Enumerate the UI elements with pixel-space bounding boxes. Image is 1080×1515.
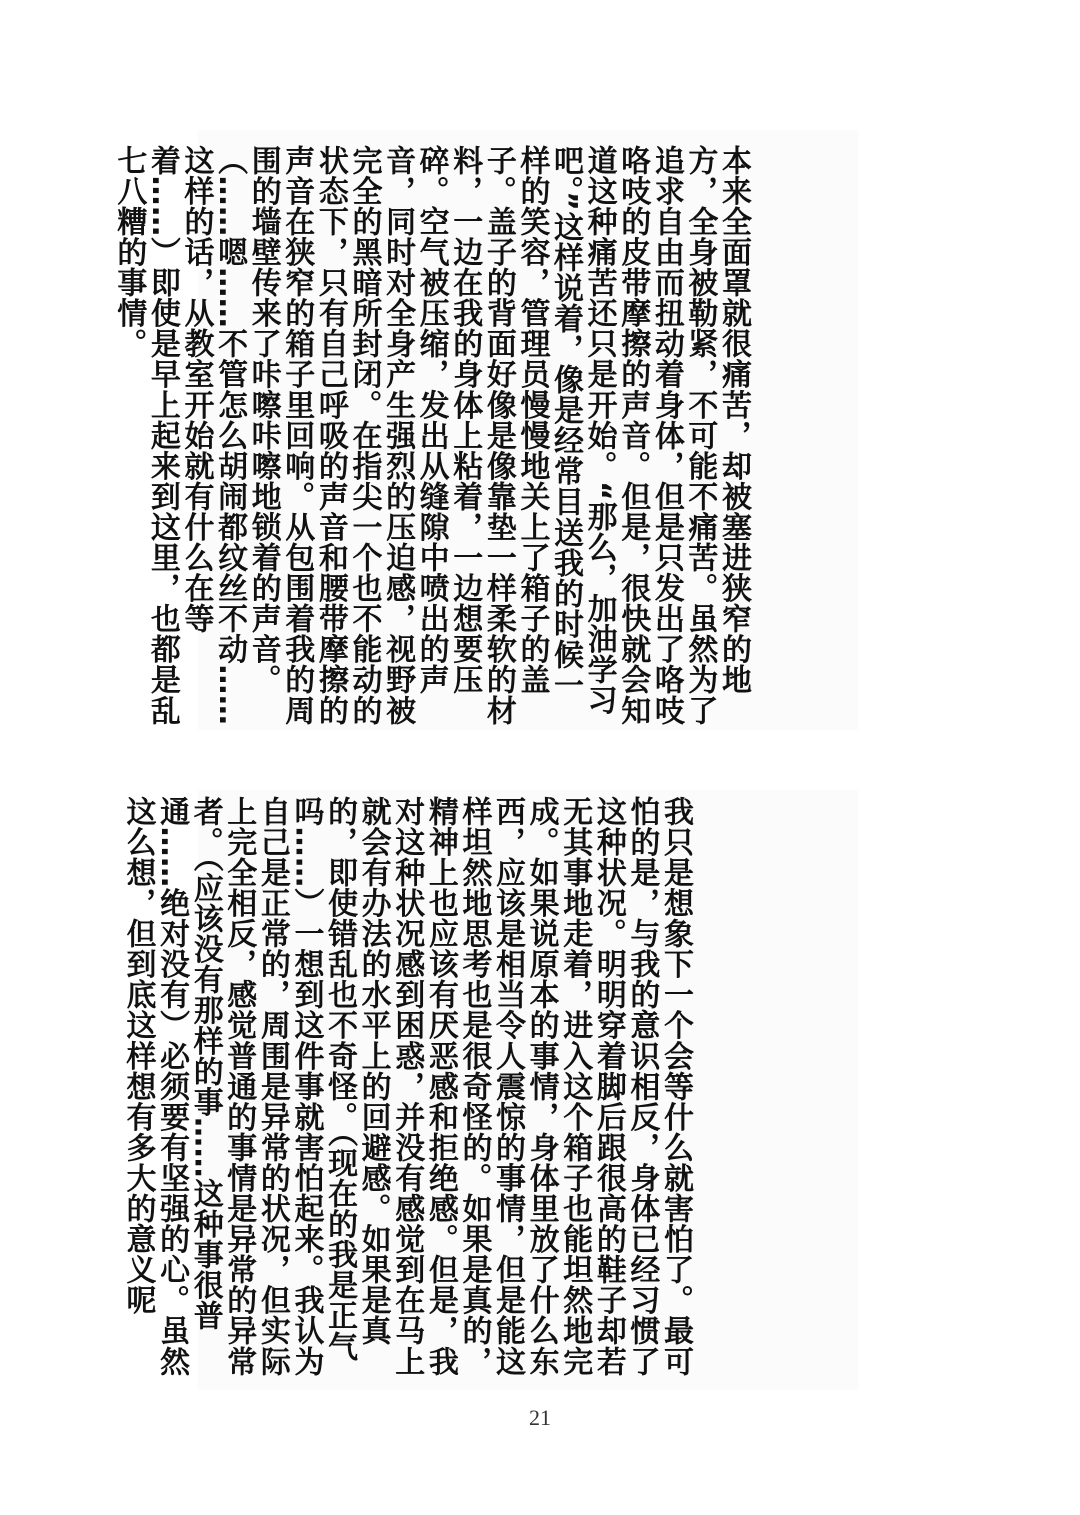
page-number: 21 xyxy=(529,1405,551,1430)
top-text-block: 本来全面罩就很痛苦，却被塞进狭窄的地方，全身被勒紧，不可能不痛苦。虽然为了追求自由而扭动着身体，但是只发出了咯吱咯吱的皮带摩擦的声音。但是，很快就会知道这种痛苦还只是开始。“那么，加油学习吧。”这样说着，像是经常目送我的时候一样的笑容，管理员慢慢地关上了箱子的盖子。盖子的背面好像是像靠垫一样柔软的材料，一边在我的身体上粘着，一边想要压碎。空气被压缩，发出从缝隙中喷出的声音，同时对全身产生强烈的压迫感，视野被完全的黑暗所封闭。在指尖一个也不能动的状态下，只有自己呼吸的声音和腰带摩擦的声音在狭窄的箱子里回响。从包围着我的周围的墙壁传来了咔嚓咔嚓地锁着的声音。（……嗯……不管怎么胡闹都纹丝不动……这样的话，从教室开始就有什么在等着……）即使是早上起来到这里，也都是乱七八糟的事情。 xyxy=(111,145,751,726)
bottom-text-block: 我只是想象下一个会等什么就害怕了。最可怕的是，与我的意识相反，身体已经习惯了这种状况。明明穿着脚后跟很高的鞋子却若无其事地走着，进入这个箱子也能坦然地完成。如果说原本的事情，身体里放了什么东西，应该是相当令人震惊的事情，但是能这样坦然地思考也是很奇怪的。如果是真的，精神上也应该有厌恶感和拒绝感。但是，我对这种状况感到困惑，并没有感觉到在马上就会有办法的水平上的回避感。如果是真的，即使错乱也不奇怪。（现在的我是正气吗……）一想到这件事就害怕起来。我认为自己是正常的，周围是异常的状况，但实际上完全相反，感觉普通的事情是异常的异常者。（应该没有那样的事……这种事很普通……绝对没有）必须要有坚强的心。虽然这么想，但到底这样想有多大的意义呢 xyxy=(120,796,693,1377)
